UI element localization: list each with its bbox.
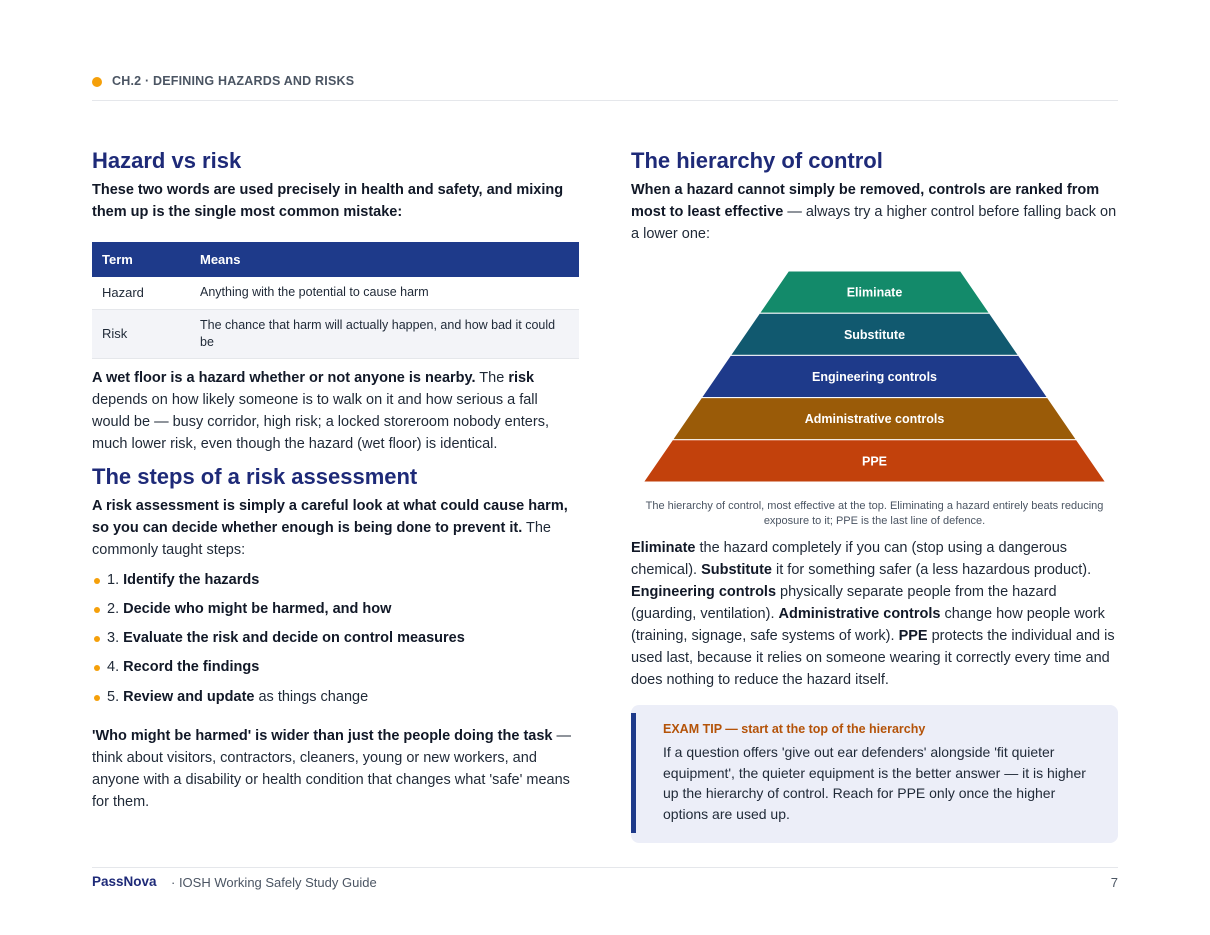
step-number: 4. <box>107 659 120 676</box>
pyramid-label: PPE <box>861 454 888 469</box>
who-harmed-rest: — think about visitors, contractors, cleaners, young or new workers, and anyone with a disability or health condition that changes what 'safe' means for them. <box>92 727 571 810</box>
table-header-means: Means <box>190 242 579 277</box>
pyramid-label: Eliminate <box>846 285 903 300</box>
table-row <box>92 309 579 358</box>
control-eliminate: Eliminate <box>631 540 696 556</box>
pyramid-caption: The hierarchy of control, most effective at the top. Eliminating a hazard entirely beats reducing exposure to it; PPE is the last line of defence. <box>645 500 1104 527</box>
list-item <box>92 656 579 685</box>
hierarchy-heading: The hierarchy of control <box>631 148 883 173</box>
exam-tip-body: If a question offers 'give out ear defenders' alongside 'fit quieter equipment', the quieter equipment is the better answer — it is higher up the hierarchy of control. Reach for PPE only once the higher options are used up. <box>663 744 1086 823</box>
callout-accent-bar <box>631 713 636 833</box>
table-cell-means: The chance that harm will actually happen, and how bad it could be <box>190 309 579 358</box>
control-engineering-text: physically separate people from the hazard (guarding, ventilation). <box>631 584 1057 622</box>
control-engineering: Engineering controls <box>631 584 777 600</box>
who-harmed-paragraph <box>92 725 579 813</box>
hazard-vs-risk-heading: Hazard vs risk <box>92 148 242 173</box>
step-number: 2. <box>107 600 120 617</box>
control-ppe-text: protects the individual and is used last, because it relies on someone wearing it correctly every time and does nothing to reduce the hazard itself. <box>631 628 1115 688</box>
list-item <box>92 686 579 715</box>
exam-tip-callout <box>631 705 1118 843</box>
control-ppe: PPE <box>898 628 928 644</box>
brand-name: PassNova <box>92 874 157 889</box>
step-text: Decide who might be harmed, and how <box>123 600 392 617</box>
hierarchy-pyramid <box>631 271 1118 483</box>
risk-assessment-heading: The steps of a risk assessment <box>92 463 418 489</box>
wet-floor-rest: depends on how likely someone is to walk on it and how serious a fall would be — busy corridor, high risk; a locked storeroom nobody enters, much lower risk, even though the hazard (wet floor) is identical. <box>92 391 549 452</box>
step-text: Record the findings <box>123 659 260 676</box>
steps-intro-rest: The commonly taught steps: <box>92 519 551 558</box>
table-cell-term: Hazard <box>92 277 190 309</box>
page-number: 7 <box>1110 875 1118 890</box>
control-eliminate-text: the hazard completely if you can (stop using a dangerous chemical). <box>631 540 1068 578</box>
right-column <box>631 147 1118 691</box>
wet-floor-risk-word: risk <box>508 369 535 386</box>
guide-title: · IOSH Working Safely Study Guide <box>171 875 377 890</box>
chapter-label: CH.2 · DEFINING HAZARDS AND RISKS <box>112 74 355 88</box>
table-row <box>92 277 579 309</box>
list-item <box>92 569 579 598</box>
step-text: Review and update <box>123 688 255 705</box>
page-footer <box>92 867 1118 897</box>
step-number: 3. <box>107 630 120 647</box>
step-text: Identify the hazards <box>123 571 260 588</box>
step-number: 1. <box>107 571 120 588</box>
list-item <box>92 627 579 656</box>
hierarchy-intro-bold: When a hazard cannot simply be removed, controls are ranked from most to least effective <box>631 182 1100 220</box>
wet-floor-bold: A wet floor is a hazard whether or not anyone is nearby. <box>92 369 476 386</box>
pyramid-label: Engineering controls <box>811 370 938 384</box>
exam-tip-title: EXAM TIP — start at the top of the hierarchy <box>663 722 926 736</box>
left-column <box>92 147 579 813</box>
table-header-term: Term <box>92 242 190 277</box>
pyramid-label: Administrative controls <box>804 412 945 427</box>
pyramid-label: Substitute <box>843 327 906 342</box>
who-harmed-bold: 'Who might be harmed' is wider than just the people doing the task <box>92 727 553 744</box>
steps-intro-bold: A risk assessment is simply a careful look at what could cause harm, so you can decide whether enough is being done to prevent it. <box>92 497 568 536</box>
hierarchy-intro-rest: — always try a higher control before falling back on a lower one: <box>631 204 1117 242</box>
hazard-intro-text: These two words are used precisely in health and safety, and mixing them up is the single most common mistake: <box>92 182 564 220</box>
table-cell-term: Risk <box>92 309 190 358</box>
control-admin: Administrative controls <box>778 606 941 622</box>
step-rest: as things change <box>254 688 369 705</box>
control-substitute-text: it for something safer (a less hazardous product). <box>772 562 1092 578</box>
page-header <box>92 74 1118 101</box>
steps-list <box>92 569 579 715</box>
hazard-intro <box>92 179 579 223</box>
steps-intro <box>92 495 579 561</box>
hierarchy-intro <box>631 179 1118 245</box>
table-cell-means: Anything with the potential to cause harm <box>190 277 579 309</box>
control-substitute: Substitute <box>701 562 772 578</box>
chapter-dot-icon <box>92 77 102 87</box>
step-number: 5. <box>107 688 120 705</box>
control-admin-text: change how people work (training, signage, safe systems of work). <box>631 606 1105 644</box>
step-text: Evaluate the risk and decide on control measures <box>123 630 465 647</box>
wet-floor-pre: The <box>475 369 509 386</box>
wet-floor-paragraph <box>92 367 579 455</box>
term-table <box>92 242 579 359</box>
controls-paragraph <box>631 537 1118 691</box>
list-item <box>92 598 579 627</box>
